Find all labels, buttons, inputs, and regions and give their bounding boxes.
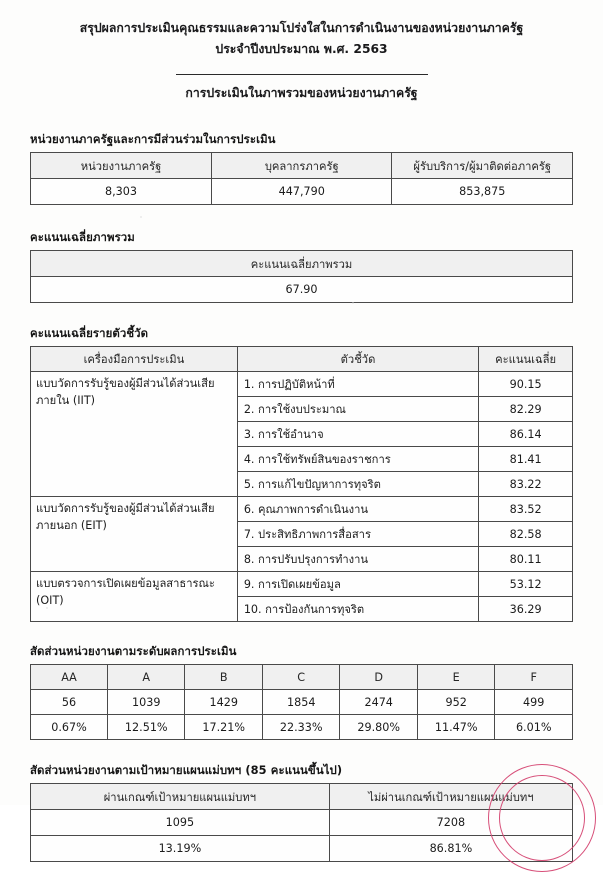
indicators-header-score: คะแนนเฉลี่ย (479, 347, 573, 372)
indicators-heading: คะแนนเฉลี่ยรายตัวชี้วัด (30, 326, 149, 340)
table-header-row (31, 153, 573, 179)
indicator-label: 9. การเปิดเผยข้อมูล (237, 572, 478, 597)
masterplan-percent-pass: 13.19% (31, 836, 330, 862)
grade-count-d: 2474 (340, 690, 417, 715)
title-line-2: ประจำปีงบประมาณ พ.ศ. 2563 (215, 42, 388, 56)
tool-label-line1: แบบวัดการรับรู้ของผู้มีส่วนได้ส่วนเสีย (36, 377, 215, 390)
grade-count-e: 952 (417, 690, 494, 715)
grade-percent-aa: 0.67% (31, 715, 108, 740)
participation-value-agencies: 8,303 (31, 179, 212, 205)
grade-header-b: B (185, 665, 262, 690)
scan-speckle (46, 607, 48, 609)
indicator-score: 90.15 (479, 372, 573, 397)
tool-label-line1: แบบวัดการรับรู้ของผู้มีส่วนได้ส่วนเสีย (36, 502, 215, 515)
grade-count-c: 1854 (262, 690, 339, 715)
indicator-label: 2. การใช้งบประมาณ (237, 397, 478, 422)
indicator-score: 83.52 (479, 497, 573, 522)
section-participation (30, 131, 573, 205)
indicator-label: 1. การปฏิบัติหน้าที่ (237, 372, 478, 397)
grade-header-f: F (495, 665, 573, 690)
tool-label-line2: ภายใน (IIT) (36, 394, 96, 407)
masterplan-count-fail: 7208 (329, 810, 572, 836)
table-row (31, 277, 573, 303)
grade-header-d: D (340, 665, 417, 690)
indicator-label: 7. ประสิทธิภาพการสื่อสาร (237, 522, 478, 547)
masterplan-table (30, 783, 573, 862)
grade-count-a: 1039 (108, 690, 185, 715)
participation-header-personnel: บุคลากรภาครัฐ (212, 153, 392, 179)
indicator-score: 53.12 (479, 572, 573, 597)
participation-heading: หน่วยงานภาครัฐและการมีส่วนร่วมในการประเมิน (30, 132, 276, 146)
participation-value-personnel: 447,790 (212, 179, 392, 205)
grade-header-a: A (108, 665, 185, 690)
section-indicators (30, 325, 573, 622)
indicator-label: 3. การใช้อำนาจ (237, 422, 478, 447)
overall-score-header: คะแนนเฉลี่ยภาพรวม (31, 251, 573, 277)
indicator-label: 5. การแก้ไขปัญหาการทุจริต (237, 472, 478, 497)
scan-speckle (352, 302, 354, 304)
participation-table (30, 152, 573, 205)
grade-header-e: E (417, 665, 494, 690)
grade-count-b: 1429 (185, 690, 262, 715)
table-header-row (31, 665, 573, 690)
title-divider (0, 74, 603, 75)
indicator-score: 86.14 (479, 422, 573, 447)
overall-score-value: 67.90 (31, 277, 573, 303)
grade-percent-a: 12.51% (108, 715, 185, 740)
grade-percent-f: 6.01% (495, 715, 573, 740)
grades-table (30, 664, 573, 740)
page-subtitle: การประเมินในภาพรวมของหน่วยงานภาครัฐ (185, 86, 418, 100)
scan-speckle (140, 216, 142, 218)
indicators-table (30, 346, 573, 622)
page-title (0, 0, 603, 60)
table-row (31, 372, 573, 397)
section-masterplan (30, 762, 573, 862)
masterplan-header-pass: ผ่านเกณฑ์เป้าหมายแผนแม่บทฯ (31, 784, 330, 810)
indicator-tool-iit (31, 372, 238, 497)
participation-header-service-users: ผู้รับบริการ/ผู้มาติดต่อภาครัฐ (392, 153, 573, 179)
indicator-label: 10. การป้องกันการทุจริต (237, 597, 478, 622)
tool-label-line1: แบบตรวจการเปิดเผยข้อมูลสาธารณะ (36, 577, 215, 590)
indicator-tool-oit (31, 572, 238, 622)
grade-count-aa: 56 (31, 690, 108, 715)
section-grades (30, 643, 573, 740)
grade-count-f: 499 (495, 690, 573, 715)
indicator-score: 82.58 (479, 522, 573, 547)
indicators-header-indicator: ตัวชี้วัด (237, 347, 478, 372)
indicator-score: 83.22 (479, 472, 573, 497)
overall-score-heading: คะแนนเฉลี่ยภาพรวม (30, 230, 135, 244)
indicator-score: 36.29 (479, 597, 573, 622)
title-line-1: สรุปผลการประเมินคุณธรรมและความโปร่งใสในการดำเนินงานของหน่วยงานภาครัฐ (79, 21, 524, 35)
grade-percent-c: 22.33% (262, 715, 339, 740)
table-row (31, 836, 573, 862)
participation-header-agencies: หน่วยงานภาครัฐ (31, 153, 212, 179)
indicator-tool-eit (31, 497, 238, 572)
indicator-score: 82.29 (479, 397, 573, 422)
indicator-label: 6. คุณภาพการดำเนินงาน (237, 497, 478, 522)
grade-percent-e: 11.47% (417, 715, 494, 740)
grade-header-c: C (262, 665, 339, 690)
masterplan-count-pass: 1095 (31, 810, 330, 836)
grades-heading: สัดส่วนหน่วยงานตามระดับผลการประเมิน (30, 644, 237, 658)
table-row (31, 690, 573, 715)
table-row (31, 715, 573, 740)
indicators-header-tool: เครื่องมือการประเมิน (31, 347, 238, 372)
participation-value-service-users: 853,875 (392, 179, 573, 205)
table-header-row (31, 784, 573, 810)
indicator-score: 80.11 (479, 547, 573, 572)
table-header-row (31, 347, 573, 372)
tool-label-line2: ภายนอก (EIT) (36, 519, 107, 532)
grade-percent-d: 29.80% (340, 715, 417, 740)
masterplan-header-fail: ไม่ผ่านเกณฑ์เป้าหมายแผนแม่บทฯ (329, 784, 572, 810)
masterplan-heading: สัดส่วนหน่วยงานตามเป้าหมายแผนแม่บทฯ (85 คะแนนขึ้นไป) (30, 763, 343, 777)
overall-score-table (30, 250, 573, 303)
section-overall-score (30, 229, 573, 303)
table-row (31, 810, 573, 836)
table-row (31, 497, 573, 522)
indicator-score: 81.41 (479, 447, 573, 472)
table-header-row (31, 251, 573, 277)
table-row (31, 179, 573, 205)
grade-percent-b: 17.21% (185, 715, 262, 740)
grade-header-aa: AA (31, 665, 108, 690)
masterplan-percent-fail: 86.81% (329, 836, 572, 862)
indicator-label: 8. การปรับปรุงการทำงาน (237, 547, 478, 572)
table-row (31, 572, 573, 597)
tool-label-line2: (OIT) (36, 594, 64, 607)
indicator-label: 4. การใช้ทรัพย์สินของราชการ (237, 447, 478, 472)
